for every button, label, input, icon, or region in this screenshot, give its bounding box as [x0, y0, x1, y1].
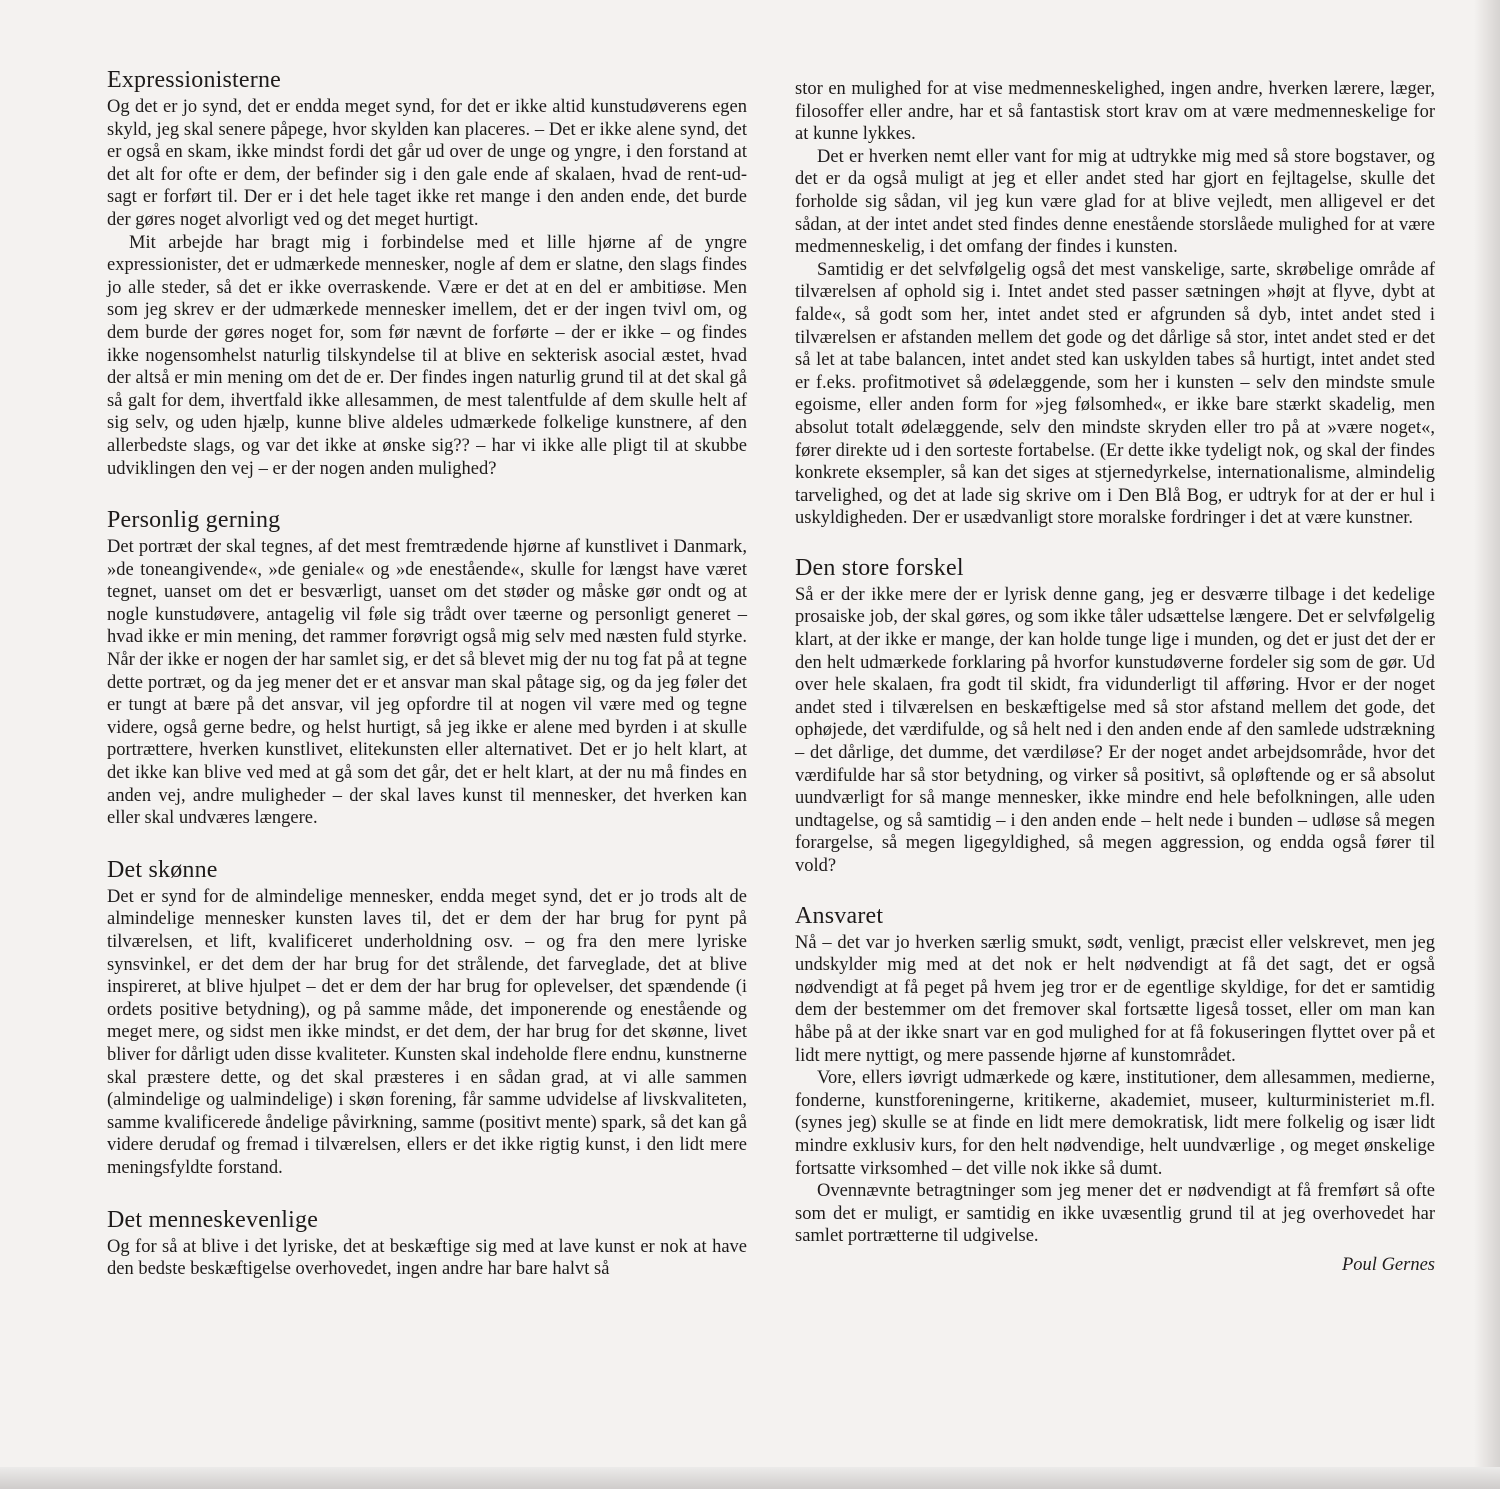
paragraph: Ovennævnte betragtninger som jeg mener det er nødvendigt at få fremført så ofte som det er muligt, er samtidig en ikke uvæsentlig grund til at jeg overhovedet har samlet portrætterne til udgivelse.: [795, 1181, 1435, 1247]
section-heading: Den store forskel: [795, 554, 964, 581]
paragraph: Det er hverken nemt eller vant for mig at udtrykke mig med så store bogstaver, og det er da også muligt at jeg et eller andet sted har gjort en fejltagelse, skulle det forholde sig sådan, vil jeg kun være glad for at blive vejledt, men alligevel er det sådan, at der intet andet sted findes denne enestående storslåede mulighed for at være medmenneskelig, i det omfang der findes i kunsten.: [795, 146, 1435, 258]
section-den-store-forskel: [795, 554, 1435, 878]
paragraph: Samtidig er det selvfølgelig også det mest vanskelige, sarte, skrøbelige område af tilværelsen af ophold sig i. Intet andet sted passer sætningen »højt at flyve, dybt at falde«, så godt som her, intet andet sted er afgrunden så dyb, intet andet sted i tilværelsen er afstanden mellem det gode og det dårlige så stor, intet andet sted er det så let at tabe balancen, intet andet sted kan uskylden tabes så hurtigt, intet andet sted er f.eks. profitmotivet så ødelæggende, som her i kunsten – selv den mindste smule egoisme, eller anden form for »jeg følsomhed«, er ikke bare stærkt skadelig, men absolut totalt ødelæggende, selv den mindste skryden eller tro på at »være noget«, fører direkte ud i den sorteste fortabelse. (Er dette ikke tydeligt nok, og skal der findes konkrete eksempler, så kan det siges at stjernedyrkelse, internationalisme, almindelig tarvelighed, og det at lade sig skrive om i Den Blå Bog, er udtryk for at der er hul i uskyldigheden. Der er usædvanligt store moralske fordringer i det at være kunstner.: [795, 259, 1435, 529]
paragraph: stor en mulighed for at vise medmenneskelighed, ingen andre, hverken lærere, læger, filosoffer eller andre, har et så fantastisk stort krav om at være medmenneskelige for at kunne lykkes.: [795, 79, 1435, 145]
section-ansvaret: [795, 902, 1435, 1277]
right-column: [795, 78, 1435, 1301]
section-expressionisterne: [107, 66, 747, 480]
section-heading: Ansvaret: [795, 902, 884, 929]
section-continuation: [795, 78, 1435, 530]
paragraph: Så er der ikke mere der er lyrisk denne gang, jeg er desværre tilbage i det kedelige prosaiske job, der skal gøres, og som ikke tåler udsættelse længere. Det er selvfølgelig klart, at der ikke er mange, der kan holde tunge lige i munden, og det er just det der er den helt udmærkede forklaring på hvorfor kunstudøverne fordeler sig som de gør. Ud over hele skalaen, fra godt til skidt, fra vidunderligt til afføring. Hvor er der noget andet sted i tilværelsen en beskæftigelse med så stor afstand mellem det gode, det ophøjede, det værdifulde, og så helt ned i den anden ende af den samlede udstrækning – det dårlige, det dumme, det værdiløse? Er der noget andet arbejdsområde, hvor det værdifulde har så stor betydning, og virker så positivt, så opløftende og er så absolut uundværligt for så mange mennesker, ikke mindre end hele befolkningen, alle uden undtagelse, og så samtidig – i den anden ende – helt nede i bunden – udløse så megen forargelse, så megen ligegyldighed, så megen aggression, og endda også fører til vold?: [795, 584, 1435, 876]
section-heading: Det menneskevenlige: [107, 1206, 319, 1233]
section-heading: Expressionisterne: [107, 67, 282, 93]
left-column: [107, 66, 747, 1307]
paragraph: Vore, ellers iøvrigt udmærkede og kære, institutioner, dem allesammen, medierne, fonderne, kunstforeningerne, kritikerne, akademiet, museer, kulturministeriet m.fl. (synes jeg) skulle se at finde en lidt mere demokratisk, lidt mere folkelig og især lidt mindre exklusiv kurs, for den helt nødvendige, helt uundværlige , og meget ønskelige fortsatte virksomhed – det ville nok ikke så dumt.: [795, 1068, 1435, 1179]
paragraph: Mit arbejde har bragt mig i forbindelse med et lille hjørne af de yngre expressionister, det er udmærkede mennesker, nogle af dem er slatne, den slags findes jo alle steder, så det er ikke overraskende. Være er det at en del er ambitiøse. Men som jeg skrev er der udmærkede mennesker imellem, det er der ingen tvivl om, og dem burde der gøres noget for, som før nævnt de forførte – der er ikke – og findes ikke nogensomhelst naturlig tilskyndelse til at blive en sekterisk asocial æstet, hvad der altså er min mening om det de er. Der findes ingen naturlig grund til at det skal gå så galt for dem, ihvertfald ikke allesammen, de mest talentfulde af dem skulle helt af sig selv, og uden hjælp, kunne blive aldeles udmærkede folkelige kunstnere, af den allerbedste slags, og var det ikke at ønske sig?? – har vi ikke alle pligt til at skubbe udviklingen den vej – er der nogen anden mulighed?: [107, 232, 747, 479]
section-det-menneskevenlige: [107, 1206, 747, 1281]
paragraph: Det portræt der skal tegnes, af det mest fremtrædende hjørne af kunstlivet i Danmark, »de toneangivende«, »de geniale« og »de enestående«, skulle for længst have været tegnet, uanset om det er besværligt, uanset om det støder og måske gør ondt og at nogle kunstudøvere, antagelig vil føle sig trådt over tæerne og personligt generet – hvad ikke er min mening, det rammer forøvrigt også mig selv med næsten fuld styrke. Når der ikke er nogen der har samlet sig, er det så blevet mig der nu tog fat på at tegne dette portræt, og da jeg mener det er et ansvar man skal påtage sig, og da jeg føler det er tungt at bære på det ansvar, vil jeg opfordre til at nogen vil være med og tegne videre, også gerne bedre, og helst hurtigt, så jeg ikke er alene med byrden i at skulle portrættere, hverken kunstlivet, elitekunsten eller alternativet. Det er jo helt klart, at det ikke kan blive ved med at gå som det går, det er helt klart, at der nu må findes en anden vej, andre muligheder – der skal laves kunst til mennesker, det hverken kan eller skal undværes længere.: [107, 537, 747, 829]
section-personlig-gerning: [107, 506, 747, 830]
author-signature: Poul Gernes: [1342, 1254, 1435, 1275]
section-det-skonne: [107, 856, 747, 1180]
paragraph: Og det er jo synd, det er endda meget synd, for det er ikke altid kunstudøverens egen skyld, jeg skal senere påpege, hvor skylden kan placeres. – Det er ikke alene synd, det er også en skam, ikke mindst fordi det går ud over de unge og yngre, i den forstand at det alt for ofte er dem, der befinder sig i den gale ende af skalaen, hvad de rent-ud-sagt er forført til. Der er i det hele taget ikke ret mange i den anden ende, det burde der gøres noget alvorligt ved og det meget hurtigt.: [107, 97, 747, 230]
section-heading: Det skønne: [107, 856, 218, 883]
paragraph: Nå – det var jo hverken særlig smukt, sødt, venligt, præcist eller velskrevet, men jeg undskylder mig med at det nok er helt nødvendigt at få det sagt, det er også nødvendigt at få peget på hvem jeg tror er de egentlige skyldige, for det er samtidig dem der bestemmer om det fremover skal fortsætte ligeså tosset, eller om man kan håbe på at der ikke snart var en god mulighed for at få fokuseringen flyttet over på et lidt mere nyttigt, og mere passende hjørne af kunstområdet.: [795, 932, 1435, 1066]
page-edge: [0, 1467, 1500, 1489]
paragraph: Og for så at blive i det lyriske, det at beskæftige sig med at lave kunst er nok at have den bedste beskæftigelse overhovedet, ingen andre har bare halvt så: [107, 1236, 747, 1280]
section-heading: Personlig gerning: [107, 507, 281, 534]
paragraph: Det er synd for de almindelige mennesker, endda meget synd, det er jo trods alt de almindelige mennesker kunsten laves til, det er dem der har brug for pynt på tilværelsen, et lift, kvalificeret underholdning osv. – og fra den mere lyriske synsvinkel, er det dem der har brug for det strålende, det farveglade, det at blive inspireret, at blive hjulpet – det er dem der har brug for oplevelser, det spændende (i ordets positive betydning), og på samme måde, det imponerende og enestående og meget mere, og sidst men ikke mindst, er det dem, der har brug for det skønne, livet bliver for dårligt uden disse kvaliteter. Kunsten skal indeholde flere endnu, kunstnerne skal præstere dette, og det skal præsteres i en sådan grad, at vi alle sammen (almindelige og ualmindelige) i skøn forening, får samme udvidelse af livskvaliteten, samme kvalificerede åndelige påvirkning, samme (positivt mente) spark, så det kan gå videre derudaf og fremad i tilværelsen, ellers er det ikke rigtig kunst, i den lidt mere meningsfyldte forstand.: [107, 886, 747, 1178]
page-edge: [1474, 0, 1500, 1489]
